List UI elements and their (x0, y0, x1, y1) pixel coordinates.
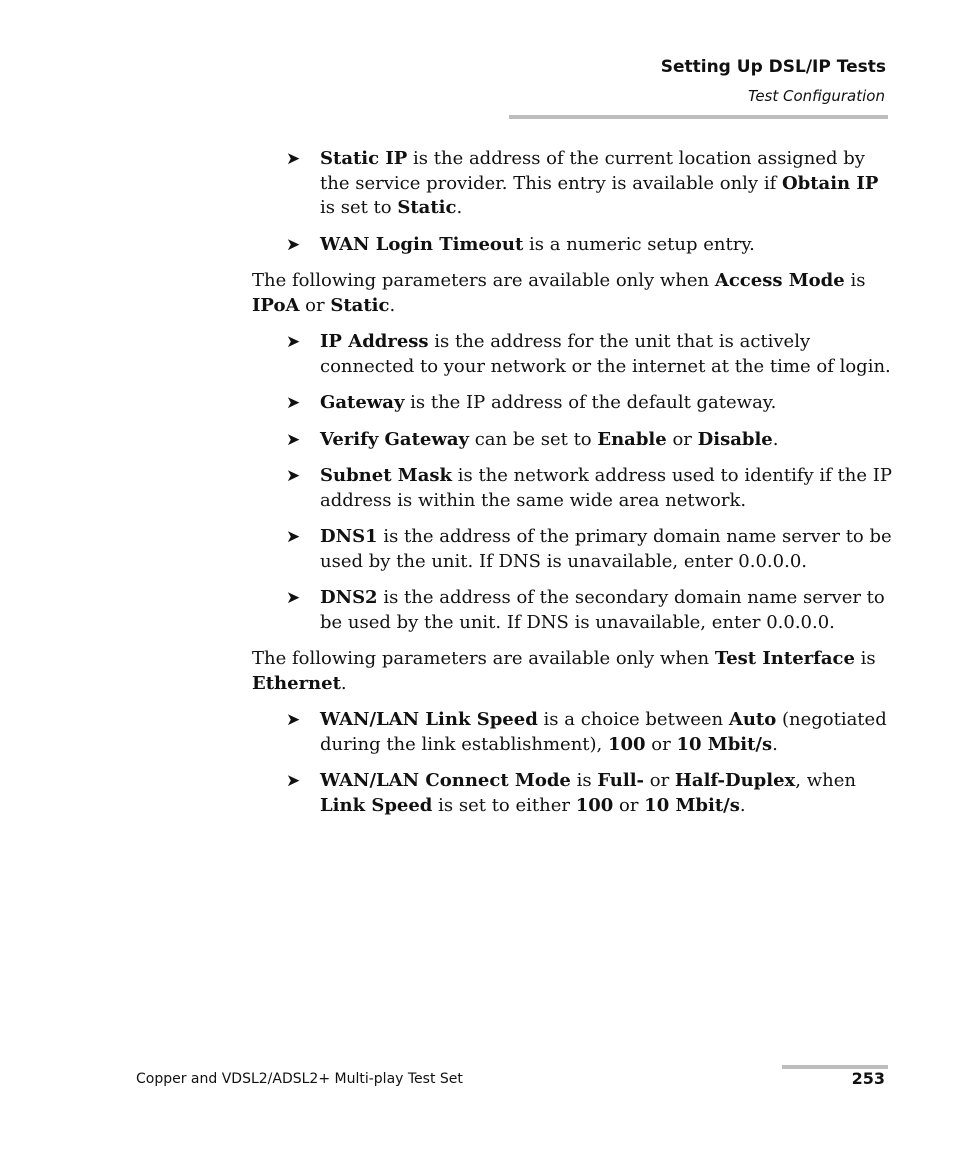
bold-term: 10 Mbit/s (676, 733, 773, 755)
intro-paragraph (252, 647, 892, 696)
text-run: can be set to (468, 428, 598, 450)
text-run: . (456, 197, 463, 218)
running-header-subtitle: Test Configuration (748, 87, 885, 105)
bold-term: Link Speed (320, 794, 433, 816)
arrow-bullet-icon: ➤ (286, 710, 301, 730)
text-run: The following parameters are available only when (252, 270, 715, 291)
bold-term: WAN/LAN Connect Mode (320, 770, 571, 791)
bold-term: Gateway (320, 392, 405, 413)
arrow-bullet-icon: ➤ (286, 466, 301, 486)
text-run: is the address of the current location assigned by the service provider. This entry is available only if (320, 148, 865, 194)
bold-term: Static (330, 294, 390, 316)
text-run: is the network address used to identify if the IP address is within the same wide area network. (320, 465, 892, 511)
text-run: , when (795, 770, 856, 791)
bullet-item (252, 233, 892, 258)
arrow-bullet-icon: ➤ (286, 771, 301, 791)
bold-term: Half-Duplex (674, 770, 796, 791)
page-number: 253 (851, 1069, 885, 1088)
text-run: (negotiated during the link establishment), (320, 709, 887, 755)
arrow-bullet-icon: ➤ (286, 332, 301, 352)
bullet-item (252, 769, 892, 818)
header-divider (509, 115, 888, 119)
bold-term: Obtain IP (781, 172, 879, 194)
text-run: or (613, 794, 645, 816)
bold-term: Subnet Mask (320, 465, 452, 486)
text-run: is (844, 270, 866, 291)
text-run: is the IP address of the default gateway. (404, 392, 777, 413)
bold-term: Access Mode (714, 270, 845, 291)
text-run: or (644, 770, 675, 791)
bold-term: Disable (697, 428, 773, 450)
text-run: is the address of the secondary domain name server to be used by the unit. If DNS is unavailable, enter 0.0.0.0. (320, 587, 885, 633)
bullet-list (252, 708, 892, 818)
bold-term: Test Interface (714, 648, 855, 669)
text-run: . (340, 672, 347, 694)
arrow-bullet-icon: ➤ (286, 588, 301, 608)
bullet-item (252, 391, 892, 416)
bullet-item (252, 525, 892, 574)
bold-term: 100 (607, 733, 646, 755)
bold-term: Static (397, 197, 457, 218)
text-run: is the address of the primary domain name server to be used by the unit. If DNS is unavailable, enter 0.0.0.0. (320, 526, 892, 572)
text-run: or (666, 428, 698, 450)
bold-term: DNS2 (320, 587, 378, 608)
text-run: is set to (320, 197, 398, 218)
running-header-title: Setting Up DSL/IP Tests (660, 57, 886, 77)
text-run: is the address for the unit that is actively connected to your network or the internet at the time of login. (320, 331, 891, 377)
bold-term: Enable (597, 428, 667, 450)
text-run: . (389, 294, 396, 316)
arrow-bullet-icon: ➤ (286, 527, 301, 547)
text-run: or (299, 294, 331, 316)
arrow-bullet-icon: ➤ (286, 429, 301, 450)
bold-term: DNS1 (320, 526, 378, 547)
bold-term: Auto (728, 709, 777, 730)
text-run: is a numeric setup entry. (523, 233, 755, 255)
page-body (252, 147, 892, 830)
footer-product-name: Copper and VDSL2/ADSL2+ Multi-play Test Set (136, 1071, 463, 1087)
bold-term: IP Address (320, 331, 429, 352)
text-run: The following parameters are available only when (252, 648, 715, 669)
bullet-item (252, 586, 892, 635)
text-run: . (772, 733, 778, 755)
arrow-bullet-icon: ➤ (286, 234, 301, 255)
bullet-list (252, 147, 892, 257)
bullet-item (252, 464, 892, 513)
bullet-list (252, 330, 892, 635)
text-run: is (854, 648, 876, 669)
text-run: is a choice between (537, 709, 729, 730)
text-run: . (739, 794, 746, 816)
bold-term: Ethernet (252, 672, 341, 694)
bold-term: 100 (575, 794, 614, 816)
text-run: . (772, 428, 779, 450)
bold-term: Static IP (320, 148, 408, 169)
text-run: is (570, 770, 598, 791)
bullet-item (252, 428, 892, 453)
text-run: is set to either (432, 794, 576, 816)
bullet-item (252, 147, 892, 221)
bold-term: 10 Mbit/s (644, 794, 740, 816)
text-run: or (645, 733, 677, 755)
bold-term: WAN Login Timeout (320, 233, 524, 255)
bold-term: IPoA (252, 294, 300, 316)
bold-term: WAN/LAN Link Speed (320, 709, 538, 730)
bold-term: Full- (597, 770, 645, 791)
arrow-bullet-icon: ➤ (286, 149, 301, 169)
bullet-item (252, 330, 892, 379)
intro-paragraph (252, 269, 892, 318)
arrow-bullet-icon: ➤ (286, 393, 301, 413)
bullet-item (252, 708, 892, 757)
bold-term: Verify Gateway (320, 428, 469, 450)
